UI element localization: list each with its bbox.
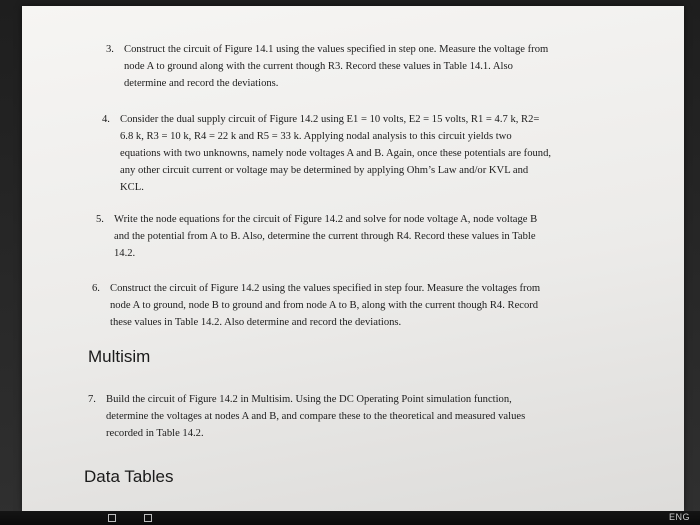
step-text (114, 211, 537, 262)
taskbar-app-icon[interactable] (108, 514, 116, 522)
step-number: 3. (106, 44, 114, 55)
step-line: determine and record the deviations. (124, 78, 279, 89)
step-number: 6. (92, 283, 100, 294)
step-number: 7. (88, 394, 96, 405)
step-line: equations with two unknowns, namely node voltages A and B. Again, once these potentials are found, (120, 148, 552, 159)
step-number: 5. (96, 214, 104, 225)
language-indicator[interactable]: ENG (668, 512, 690, 522)
step-line: these values in Table 14.2. Also determine and record the deviations. (110, 317, 402, 328)
step-line: Write the node equations for the circuit of Figure 14.2 and solve for node voltage A, node voltage B (114, 214, 538, 225)
step-line: 6.8 k, R3 = 10 k, R4 = 22 k and R5 = 33 k. Applying nodal analysis to this circuit yields two (120, 131, 512, 142)
step-line: KCL. (120, 182, 144, 193)
section-heading-multisim: Multisim (88, 347, 151, 366)
step-line: and the potential from A to B. Also, determine the current through R4. Record these values in Table (114, 231, 536, 242)
section-heading-data-tables: Data Tables (84, 467, 174, 486)
step-line: any other circuit current or voltage may be determined by applying Ohm’s Law and/or KVL and (120, 165, 529, 176)
step-line: Construct the circuit of Figure 14.1 using the values specified in step one. Measure the voltage from (124, 44, 549, 55)
step-line: node A to ground, node B to ground and from node A to B, along with the current though R4. Record (110, 300, 539, 311)
step-text (106, 391, 525, 442)
document-page (22, 6, 684, 511)
taskbar-app-icon[interactable] (144, 514, 152, 522)
step-text (120, 111, 551, 196)
step-number: 4. (102, 114, 110, 125)
step-line: node A to ground along with the current though R3. Record these values in Table 14.1. Also (124, 61, 513, 72)
step-line: Construct the circuit of Figure 14.2 using the values specified in step four. Measure the voltages from (110, 283, 541, 294)
step-line: determine the voltages at nodes A and B, and compare these to the theoretical and measured values (106, 411, 526, 422)
step-line: 14.2. (114, 248, 136, 259)
step-text (124, 41, 548, 92)
taskbar (0, 511, 700, 525)
step-line: recorded in Table 14.2. (106, 428, 204, 439)
step-line: Consider the dual supply circuit of Figure 14.2 using E1 = 10 volts, E2 = 15 volts, R1 = 4.7 k, R2= (120, 114, 540, 125)
step-line: Build the circuit of Figure 14.2 in Multisim. Using the DC Operating Point simulation function, (106, 394, 512, 405)
step-text (110, 280, 540, 331)
